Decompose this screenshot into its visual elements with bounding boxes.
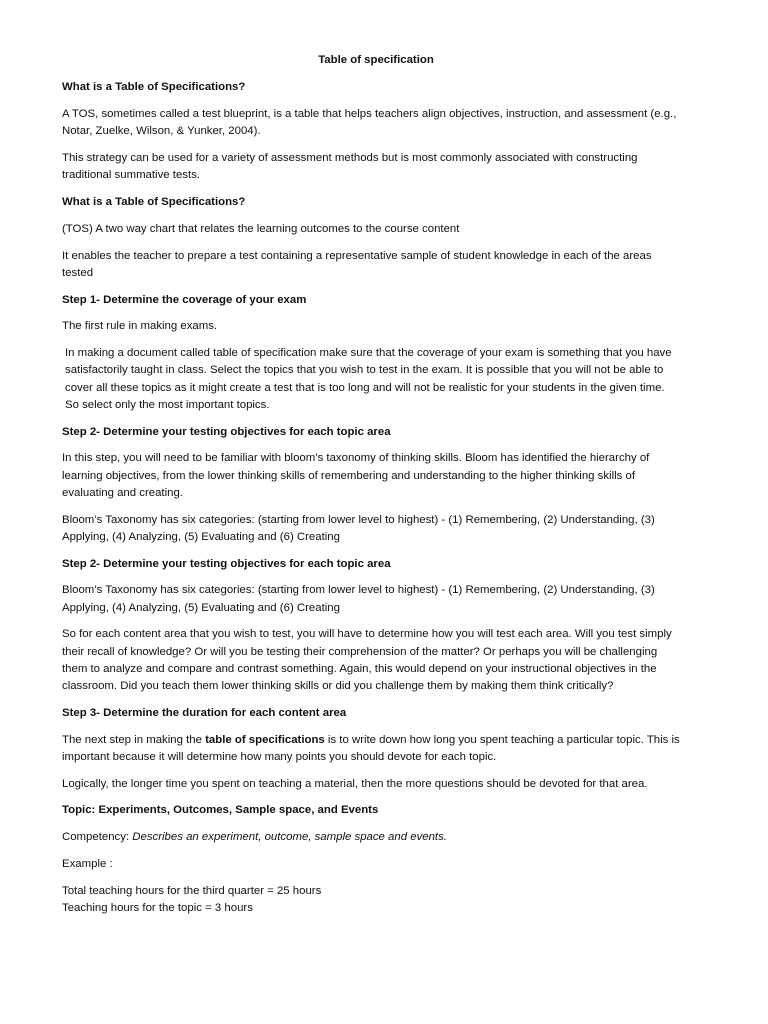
paragraph: Logically, the longer time you spent on teaching a material, then the more questions should be devoted for that area. — [62, 777, 648, 790]
hours-block — [62, 883, 680, 917]
hours-line-total: Total teaching hours for the third quarter = 25 hours — [62, 884, 322, 897]
step3-text-after: is to write down how long you spent teaching a particular topic. This is important because it will determine how many points you should devote for each topic. — [62, 733, 680, 763]
step-heading: Step 2- Determine your testing objectives for each topic area — [62, 557, 391, 570]
paragraph: Bloom’s Taxonomy has six categories: (starting from lower level to highest) - (1) Remembering, (2) Understanding, (3) Applying, (4) Analyzing, (5) Evaluating and (6) Creating — [62, 584, 655, 614]
paragraph: The first rule in making exams. — [62, 320, 218, 333]
paragraph: In making a document called table of specification make sure that the coverage of your exam is something that you have satisfactorily taught in class. Select the topics that you wish to test in the exam. It is possible that you will not be able to cover all these topics as it might create a test that is too long and will not be realistic for your students in the given time. So select only the most important topics. — [65, 347, 672, 411]
step-heading: Step 2- Determine your testing objectives for each topic area — [62, 425, 391, 438]
step3-text-bold: table of specifications — [205, 733, 325, 746]
paragraph: So for each content area that you wish to test, you will have to determine how you will test each area. Will you test simply their recall of knowledge? Or will you be testing their comprehension of the matter? Or perhaps you will be challenging them to analyze and compare and contrast something. Again, this would depend on your instructional objectives in the classroom. Did you teach them lower thinking skills or did you challenge them by making them think critically? — [62, 628, 672, 692]
competency-line — [62, 829, 680, 846]
section-heading: What is a Table of Specifications? — [62, 81, 246, 94]
document-title: Table of specification — [318, 54, 434, 66]
example-label: Example : — [62, 857, 113, 870]
step-heading: Step 3- Determine the duration for each content area — [62, 706, 347, 719]
paragraph: It enables the teacher to prepare a test containing a representative sample of student knowledge in each of the areas tested — [62, 249, 652, 279]
section-heading: What is a Table of Specifications? — [62, 196, 246, 208]
paragraph: A TOS, sometimes called a test blueprint, is a table that helps teachers align objectives, instruction, and assessment (e.g., Notar, Zuelke, Wilson, & Yunker, 2004). — [62, 108, 677, 138]
topic-heading: Topic: Experiments, Outcomes, Sample space, and Events — [62, 804, 379, 817]
step3-paragraph — [62, 732, 680, 766]
paragraph: In this step, you will need to be familiar with bloom’s taxonomy of thinking skills. Bloom has identified the hierarchy of learning objectives, from the lower thinking skills of remembering and understanding to the higher thinking skills of evaluating and creating. — [62, 452, 650, 499]
paragraph: This strategy can be used for a variety of assessment methods but is most commonly associated with constructing traditional summative tests. — [62, 152, 638, 182]
step-heading: Step 1- Determine the coverage of your exam — [62, 293, 307, 306]
paragraph: (TOS) A two way chart that relates the learning outcomes to the course content — [62, 222, 460, 235]
competency-label: Competency: — [62, 831, 133, 844]
competency-text: Describes an experiment, outcome, sample space and events. — [132, 831, 447, 844]
hours-line-topic: Teaching hours for the topic = 3 hours — [62, 901, 253, 914]
paragraph: Bloom’s Taxonomy has six categories: (starting from lower level to highest) - (1) Remembering, (2) Understanding, (3) Applying, (4) Analyzing, (5) Evaluating and (6) Creating — [62, 513, 655, 543]
step3-text-before: The next step in making the — [62, 733, 206, 746]
